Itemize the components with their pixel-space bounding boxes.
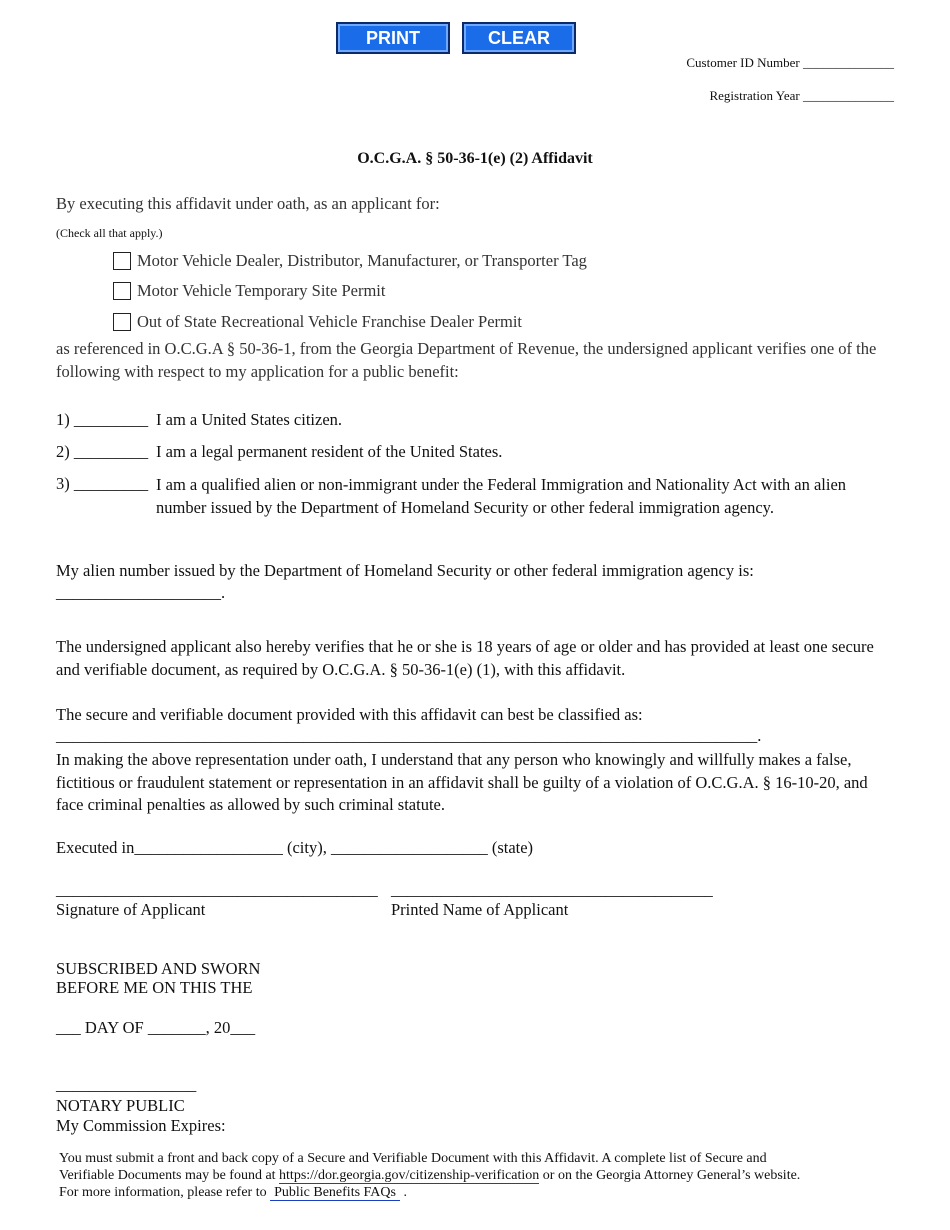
statement-number[interactable]: 1) _________ bbox=[56, 410, 149, 429]
sworn-heading-2: BEFORE ME ON THIS THE bbox=[56, 978, 253, 997]
day-of-field[interactable]: ___ DAY OF _______, 20___ bbox=[56, 1018, 256, 1037]
statement-text: I am a legal permanent resident of the United States. bbox=[156, 442, 503, 461]
print-button[interactable]: PRINT bbox=[336, 22, 450, 54]
checkbox[interactable] bbox=[113, 252, 131, 270]
checkbox[interactable] bbox=[113, 313, 131, 331]
executed-in-field[interactable]: Executed in__________________ (city), ___________________ (state) bbox=[56, 838, 534, 857]
public-benefits-faqs-link[interactable]: Public Benefits FAQs bbox=[270, 1185, 400, 1201]
age-verification-paragraph: The undersigned applicant also hereby verifies that he or she is 18 years of age or older and has provided at least one secure and verifiable document, as required by O.C.G.A. § 50-36-1(e) (1), with this affidavit. bbox=[56, 637, 874, 679]
notary-signature-line[interactable]: _________________ bbox=[56, 1075, 197, 1094]
checkbox[interactable] bbox=[113, 282, 131, 300]
option-label: Motor Vehicle Temporary Site Permit bbox=[137, 281, 386, 300]
sworn-heading-1: SUBSCRIBED AND SWORN bbox=[56, 959, 261, 978]
statement-number[interactable]: 2) _________ bbox=[56, 442, 149, 461]
printed-name-label: Printed Name of Applicant bbox=[391, 900, 569, 919]
footer-note bbox=[59, 1150, 800, 1201]
document-class-field[interactable]: _____________________________________________________________________________________. bbox=[56, 726, 762, 745]
customer-id-field[interactable]: Customer ID Number ______________ bbox=[686, 55, 894, 70]
option-dealer-tag[interactable] bbox=[113, 251, 587, 271]
statement-text: I am a United States citizen. bbox=[156, 410, 343, 429]
footer-text: For more information, please refer to bbox=[59, 1185, 267, 1200]
footer-line-2 bbox=[59, 1167, 800, 1184]
intro-text: By executing this affidavit under oath, as an applicant for: bbox=[56, 194, 440, 213]
statement-text: I am a qualified alien or non-immigrant under the Federal Immigration and Nationality Act with an alien number issued by the Department of Homeland Security or other federal immigration agency. bbox=[156, 475, 847, 517]
alien-number-field[interactable]: ____________________. bbox=[56, 583, 226, 602]
alien-number-label: My alien number issued by the Department of Homeland Security or other federal immigration agency is: bbox=[56, 561, 754, 580]
option-label: Out of State Recreational Vehicle Franchise Dealer Permit bbox=[137, 312, 523, 331]
footer-text: or on the Georgia Attorney General’s website. bbox=[542, 1168, 801, 1183]
notary-public-label: NOTARY PUBLIC bbox=[56, 1096, 185, 1115]
printed-name-line[interactable]: _______________________________________ bbox=[391, 880, 713, 899]
page-title: O.C.G.A. § 50-36-1(e) (2) Affidavit bbox=[357, 150, 593, 167]
signature-label: Signature of Applicant bbox=[56, 900, 206, 919]
check-note: (Check all that apply.) bbox=[56, 226, 163, 240]
footer-line-1: You must submit a front and back copy of a Secure and Verifiable Document with this Affidavit. A complete list of Secure and bbox=[59, 1151, 767, 1166]
option-temporary-site-permit[interactable] bbox=[113, 281, 385, 301]
oath-paragraph: In making the above representation under oath, I understand that any person who knowingly and willfully makes a false, fictitious or fraudulent statement or representation in an affidavit shall be guilty of a violation of O.C.G.A. § 16-10-20, and face criminal penalties as allowed by such criminal statute. bbox=[56, 750, 868, 814]
commission-expires-label: My Commission Expires: bbox=[56, 1116, 226, 1135]
option-rv-franchise-permit[interactable] bbox=[113, 312, 522, 332]
statement-number[interactable]: 3) _________ bbox=[56, 474, 149, 493]
referenced-paragraph: as referenced in O.C.G.A § 50-36-1, from the Georgia Department of Revenue, the undersigned applicant verifies one of the following with respect to my application for a public benefit: bbox=[56, 339, 877, 381]
document-class-label: The secure and verifiable document provided with this affidavit can best be classified as: bbox=[56, 705, 643, 724]
footer-line-3 bbox=[59, 1184, 800, 1201]
footer-text: Verifiable Documents may be found at bbox=[59, 1168, 276, 1183]
clear-button[interactable]: CLEAR bbox=[462, 22, 576, 54]
citizenship-verification-link[interactable]: https://dor.georgia.gov/citizenship-verification bbox=[279, 1168, 540, 1183]
footer-text: . bbox=[403, 1185, 407, 1200]
option-label: Motor Vehicle Dealer, Distributor, Manufacturer, or Transporter Tag bbox=[137, 251, 587, 270]
signature-line[interactable]: _______________________________________ bbox=[56, 880, 378, 899]
registration-year-field[interactable]: Registration Year ______________ bbox=[709, 88, 894, 103]
